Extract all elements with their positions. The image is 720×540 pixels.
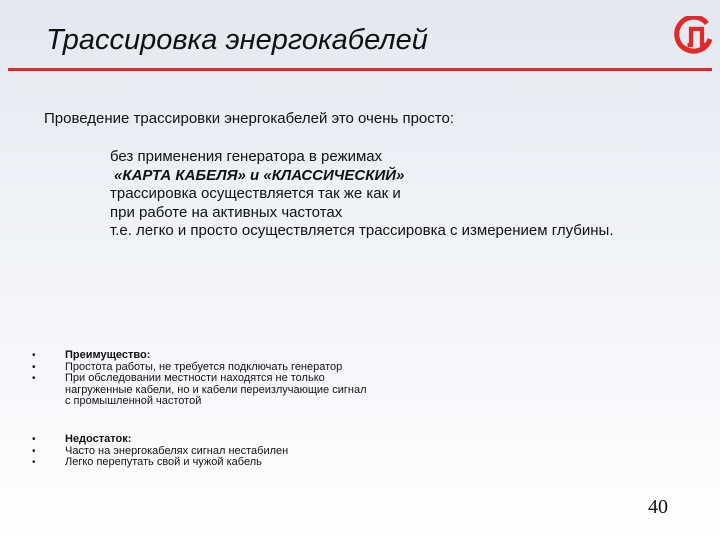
company-logo-icon — [674, 16, 714, 56]
details-line: т.е. легко и просто осуществляется трассировка с измерением глубины. — [110, 222, 614, 239]
disadvantages-list — [32, 434, 288, 469]
advantages-list — [32, 350, 367, 408]
list-item-text: нагруженные кабели, но и кабели переизлучающие сигнал — [65, 383, 367, 396]
bullet-icon: • — [32, 434, 36, 445]
intro-text: Проведение трассировки энергокабелей это очень просто: — [44, 110, 454, 127]
list-item-text: При обследовании местности находятся не только — [65, 372, 325, 384]
bullet-icon: • — [32, 457, 36, 468]
details-line: при работе на активных частотах — [110, 203, 343, 221]
bullet-icon: • — [32, 445, 36, 457]
slide-title: Трассировка энергокабелей — [46, 24, 428, 56]
list-item-text: Часто на энергокабелях сигнал нестабилен — [65, 444, 289, 457]
list-item-text: Простота работы, не требуется подключать генератор — [65, 360, 343, 373]
title-divider — [8, 68, 712, 71]
bullet-icon: • — [32, 373, 36, 384]
advantages-heading: Преимущество: — [65, 349, 151, 361]
bullet-icon: • — [32, 350, 36, 361]
page-number: 40 — [648, 496, 668, 518]
disadvantages-heading: Недостаток: — [65, 433, 132, 445]
modes-line: «КАРТА КАБЕЛЯ» и «КЛАССИЧЕСКИЙ» — [114, 166, 405, 184]
list-item-text: с промышленной частотой — [65, 395, 202, 407]
details-line: без применения генератора в режимах — [110, 148, 383, 165]
details-block — [110, 148, 614, 241]
bullet-icon: • — [32, 361, 36, 373]
details-line: трассировка осуществляется так же как и — [110, 185, 401, 202]
list-item-continuation — [32, 396, 367, 408]
list-item-text: Легко перепутать свой и чужой кабель — [65, 456, 262, 468]
list-item — [32, 457, 288, 469]
